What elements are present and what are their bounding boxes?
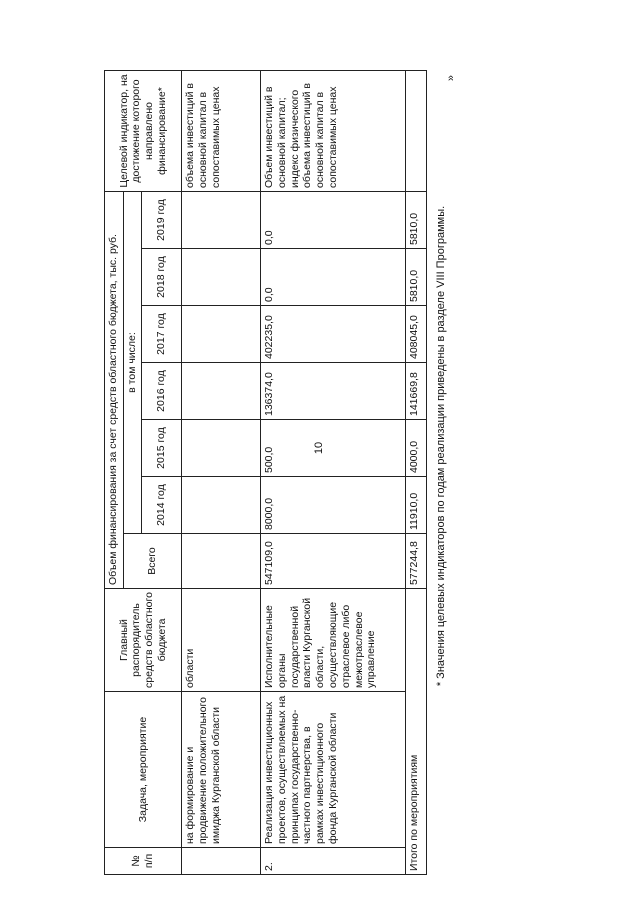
total-year-value: 141669,8 bbox=[405, 363, 426, 420]
row-year-value bbox=[182, 249, 261, 306]
row-manager: Исполнительные органы государственной власти Курганской области, осуществляющие отраслевое либо межотраслевое управление bbox=[261, 589, 406, 692]
row-indicator: Объем инвестиций в основной капитал; индекс физического объема инвестиций в основной капитал в сопоставимых ценах bbox=[261, 71, 406, 192]
row-task: на формирование и продвижение положительного имиджа Курганской области bbox=[182, 692, 261, 848]
table-row bbox=[261, 71, 406, 875]
total-row bbox=[405, 71, 426, 875]
funding-table bbox=[104, 70, 427, 875]
header-year: 2014 год bbox=[142, 477, 182, 534]
total-year-value: 408045,0 bbox=[405, 306, 426, 363]
header-year: 2018 год bbox=[142, 249, 182, 306]
total-year-value: 11910,0 bbox=[405, 477, 426, 534]
header-task: Задача, мероприятие bbox=[105, 692, 182, 848]
table-row bbox=[182, 71, 261, 875]
row-year-value: 8000,0 bbox=[261, 477, 406, 534]
row-indicator: объема инвестиций в основной капитал в сопоставимых ценах bbox=[182, 71, 261, 192]
header-row-1 bbox=[105, 71, 124, 875]
row-year-value: 136374,0 bbox=[261, 363, 406, 420]
total-year-value: 5810,0 bbox=[405, 192, 426, 249]
header-year: 2016 год bbox=[142, 363, 182, 420]
row-year-value bbox=[182, 420, 261, 477]
row-num: 2. bbox=[261, 848, 406, 875]
row-year-value: 0,0 bbox=[261, 192, 406, 249]
row-year-value bbox=[182, 363, 261, 420]
total-indicator-empty bbox=[405, 71, 426, 192]
total-label: Итого по мероприятиям bbox=[405, 589, 426, 875]
total-sum: 577244,8 bbox=[405, 534, 426, 589]
row-year-value bbox=[182, 477, 261, 534]
row-manager: области bbox=[182, 589, 261, 692]
row-year-value: 0,0 bbox=[261, 249, 406, 306]
header-funding: Объем финансирования за счет средств областного бюджета, тыс. руб. bbox=[105, 192, 124, 589]
page-number: 10 bbox=[313, 441, 325, 455]
row-year-value: 402235,0 bbox=[261, 306, 406, 363]
row-year-value bbox=[182, 306, 261, 363]
row-total bbox=[182, 534, 261, 589]
header-including: в том числе: bbox=[123, 192, 142, 534]
header-total: Всего bbox=[123, 534, 182, 589]
total-year-value: 4000,0 bbox=[405, 420, 426, 477]
rotated-table-container bbox=[104, 71, 427, 875]
footnote: * Значения целевых индикаторов по годам реализации приведены в разделе VIII Программы. bbox=[435, 205, 447, 687]
header-year: 2019 год bbox=[142, 192, 182, 249]
header-year: 2015 год bbox=[142, 420, 182, 477]
header-manager: Главный распорядитель средств областного бюджета bbox=[105, 589, 182, 692]
row-year-value: 500,0 bbox=[261, 420, 406, 477]
header-indicator: Целевой индикатор, на достижение которого направлено финансирование* bbox=[105, 71, 182, 192]
row-task: Реализация инвестиционных проектов, осуществляемых на принципах государственно-частного партнерства, в рамках инвестиционного фонда Курганской области bbox=[261, 692, 406, 848]
row-num bbox=[182, 848, 261, 875]
total-year-value: 5810,0 bbox=[405, 249, 426, 306]
corner-mark: » bbox=[445, 74, 457, 82]
row-total: 547109,0 bbox=[261, 534, 406, 589]
header-num: № п/п bbox=[105, 848, 182, 875]
row-year-value bbox=[182, 192, 261, 249]
header-year: 2017 год bbox=[142, 306, 182, 363]
